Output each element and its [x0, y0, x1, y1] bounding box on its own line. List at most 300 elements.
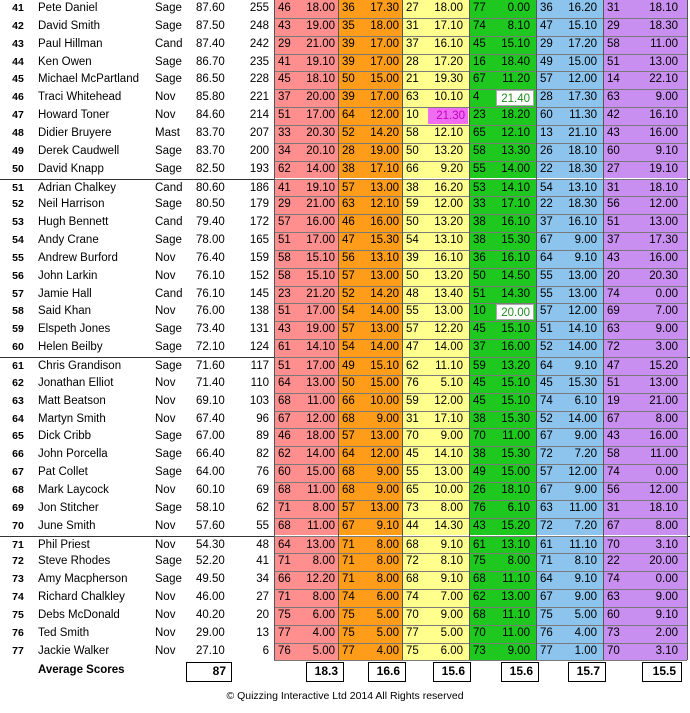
total-score: 76.10	[196, 287, 225, 300]
round-3-cell	[402, 286, 469, 304]
round-6-cell	[603, 196, 687, 214]
round-rank: 52	[342, 287, 355, 300]
round-time: 6.00	[376, 591, 399, 604]
round-4-cell	[469, 375, 536, 393]
round-5-cell	[536, 607, 603, 625]
table-row	[0, 54, 690, 72]
contestant-name: Phil Priest	[38, 538, 90, 551]
round-1-cell	[274, 54, 338, 72]
round-time: 16.10	[434, 37, 463, 50]
round-rank: 64	[278, 538, 291, 551]
total-score: 78.00	[196, 234, 225, 247]
round-4-cell	[469, 358, 536, 375]
round-rank: 68	[278, 519, 291, 532]
round-time: 3.10	[655, 644, 678, 657]
round-rank: 57	[342, 269, 355, 282]
round-rank: 50	[342, 376, 355, 389]
round-time: 12.00	[434, 394, 463, 407]
round-6-cell	[603, 125, 687, 143]
contestant-category: Nov	[155, 519, 176, 532]
round-2-cell	[338, 446, 402, 464]
round-5-cell	[536, 358, 603, 375]
round-3-cell	[402, 18, 469, 36]
round-6-cell	[603, 214, 687, 232]
round-rank: 29	[278, 37, 291, 50]
table-row	[0, 607, 690, 625]
round-6-cell	[603, 180, 687, 197]
grid-line	[274, 321, 687, 322]
round-rank: 76	[406, 376, 419, 389]
round-2-cell	[338, 0, 402, 18]
table-row	[0, 161, 690, 179]
round-time: 13.20	[434, 216, 463, 229]
round-time: 12.10	[501, 126, 530, 139]
round-rank: 43	[278, 19, 291, 32]
round-5-cell	[536, 214, 603, 232]
row-number: 51	[12, 181, 24, 194]
points: 221	[249, 91, 269, 104]
round-time: 21.10	[568, 126, 597, 139]
round-rank: 74	[473, 19, 486, 32]
round-6-cell	[603, 0, 687, 18]
grid-line	[274, 482, 687, 483]
round-time: 14.00	[568, 412, 597, 425]
round-time: 18.30	[649, 19, 678, 32]
round-3-cell	[402, 54, 469, 72]
round-4-cell	[469, 500, 536, 518]
round-2-cell	[338, 143, 402, 161]
round-rank: 75	[473, 555, 486, 568]
row-number: 46	[12, 91, 24, 104]
grid-line	[274, 536, 687, 537]
round-5-cell	[536, 393, 603, 411]
grid-line	[274, 446, 687, 447]
round-6-cell	[603, 464, 687, 482]
round-6-cell	[603, 36, 687, 54]
round-2-cell	[338, 18, 402, 36]
round-time: 13.00	[370, 269, 399, 282]
round-rank: 33	[473, 198, 486, 211]
round-rank: 63	[607, 91, 620, 104]
round-rank: 72	[540, 519, 553, 532]
round-rank: 72	[607, 341, 620, 354]
round-2-cell	[338, 500, 402, 518]
round-time: 11.00	[502, 430, 530, 443]
round-rank: 57	[342, 181, 355, 194]
round-time: 13.00	[306, 376, 335, 389]
round-time: 15.10	[306, 269, 335, 282]
row-number: 72	[12, 555, 24, 568]
round-time: 14.00	[370, 305, 399, 318]
round-rank: 54	[406, 234, 419, 247]
round-rank: 68	[342, 466, 355, 479]
round-rank: 55	[540, 287, 553, 300]
round-rank: 26	[473, 483, 486, 496]
round-6-cell	[603, 161, 687, 179]
round-time: 11.00	[502, 626, 530, 639]
contestant-name: Jackie Walker	[38, 644, 110, 657]
round-3-cell	[402, 339, 469, 357]
round-rank: 43	[278, 323, 291, 336]
round-rank: 76	[540, 626, 553, 639]
points: 159	[249, 251, 269, 264]
grid-line	[274, 518, 687, 519]
points: 110	[250, 376, 269, 389]
round-rank: 77	[473, 2, 486, 14]
round-1-cell	[274, 339, 338, 357]
round-time: 13.10	[501, 538, 530, 551]
round-time: 8.00	[376, 555, 399, 568]
round-rank: 68	[278, 394, 291, 407]
round-rank: 56	[607, 198, 620, 211]
round-rank: 67	[540, 234, 553, 247]
round-time: 18.10	[306, 73, 335, 86]
row-number: 62	[12, 376, 24, 389]
round-time: 12.00	[568, 305, 597, 318]
round-rank: 13	[540, 126, 553, 139]
contestant-category: Sage	[155, 501, 182, 514]
round-time: 16.00	[649, 430, 678, 443]
round-rank: 67	[540, 430, 553, 443]
round-5-cell	[536, 589, 603, 607]
round-time: 9.00	[376, 483, 399, 496]
round-rank: 76	[473, 501, 486, 514]
round-rank: 64	[540, 573, 553, 586]
round-rank: 51	[607, 376, 620, 389]
round-1-cell	[274, 107, 338, 125]
round-time: 12.10	[434, 126, 463, 139]
round-rank: 55	[540, 269, 553, 282]
column-separator	[469, 0, 470, 660]
total-score: 83.70	[196, 126, 225, 139]
points: 27	[256, 591, 269, 604]
round-time: 8.00	[312, 555, 335, 568]
round-5-cell	[536, 537, 603, 554]
round-time: 19.10	[306, 55, 335, 68]
total-score: 69.10	[196, 394, 225, 407]
round-time: 15.00	[370, 376, 399, 389]
round-1-cell	[274, 250, 338, 268]
column-separator	[402, 0, 403, 660]
round-time: 9.00	[376, 466, 399, 479]
round-2-cell	[338, 180, 402, 197]
round-time: 17.20	[568, 37, 597, 50]
round-6-cell	[603, 482, 687, 500]
round-5-cell	[536, 180, 603, 197]
round-2-cell	[338, 625, 402, 643]
round-time: 12.00	[306, 412, 335, 425]
round-rank: 75	[278, 608, 291, 621]
row-number: 53	[12, 216, 24, 229]
round-time: 16.00	[370, 216, 399, 229]
table-row	[0, 589, 690, 607]
total-score: 73.40	[196, 323, 225, 336]
round-rank: 61	[540, 538, 553, 551]
round-1-cell	[274, 358, 338, 375]
points: 13	[256, 626, 269, 639]
round-time: 18.30	[568, 162, 597, 175]
round-rank: 61	[473, 538, 486, 551]
round-time: 6.00	[312, 608, 335, 621]
round-rank: 57	[540, 73, 553, 86]
points: 48	[256, 538, 269, 551]
points: 207	[249, 126, 269, 139]
contestant-category: Sage	[155, 466, 182, 479]
round-rank: 57	[540, 466, 553, 479]
points: 242	[249, 37, 269, 50]
table-row	[0, 357, 690, 375]
round-5-cell	[536, 411, 603, 429]
round-1-cell	[274, 446, 338, 464]
round-time: 21.40	[501, 93, 530, 106]
contestant-category: Sage	[155, 341, 182, 354]
round-6-cell	[603, 54, 687, 72]
round-3-cell	[402, 571, 469, 589]
row-number: 65	[12, 430, 24, 443]
round-rank: 45	[473, 323, 486, 336]
round-time: 9.10	[440, 573, 463, 586]
round-2-cell	[338, 250, 402, 268]
round-rank: 63	[342, 198, 355, 211]
points: 96	[256, 412, 269, 425]
round-6-cell	[603, 589, 687, 607]
contestant-category: Nov	[155, 91, 176, 104]
round-time: 9.00	[574, 591, 597, 604]
round-4-cell	[469, 339, 536, 357]
round-rank: 58	[278, 269, 291, 282]
table-row	[0, 571, 690, 589]
round-3-cell	[402, 553, 469, 571]
round-time: 15.30	[501, 448, 530, 461]
round-time: 5.10	[440, 376, 463, 389]
round-2-cell	[338, 321, 402, 339]
round-4-cell	[469, 411, 536, 429]
table-row	[0, 500, 690, 518]
round-rank: 38	[473, 448, 486, 461]
table-row	[0, 553, 690, 571]
round-rank: 31	[406, 19, 419, 32]
round-3-cell	[402, 89, 469, 107]
contestant-name: Jon Stitcher	[38, 501, 99, 514]
round-rank: 66	[278, 573, 291, 586]
table-row	[0, 89, 690, 107]
highlighted-time	[496, 304, 534, 320]
round-time: 9.00	[655, 591, 678, 604]
contestant-name: Steve Rhodes	[38, 555, 111, 568]
round-time: 13.10	[370, 251, 399, 264]
round-rank: 41	[278, 55, 291, 68]
round-rank: 10	[473, 305, 486, 318]
round-time: 15.10	[501, 37, 530, 50]
round-3-cell	[402, 446, 469, 464]
round-3-cell	[402, 214, 469, 232]
round-time: 18.10	[649, 181, 678, 194]
contestant-name: Dick Cribb	[38, 430, 92, 443]
points: 165	[249, 234, 269, 247]
round-time: 12.20	[306, 573, 335, 586]
round-4-cell	[469, 446, 536, 464]
round-3-cell	[402, 125, 469, 143]
total-score: 80.50	[196, 198, 225, 211]
row-number: 61	[12, 360, 24, 372]
round-rank: 51	[607, 55, 620, 68]
round-rank: 70	[607, 644, 620, 657]
round-time: 0.00	[655, 287, 678, 300]
round-time: 3.00	[655, 341, 678, 354]
contestant-category: Sage	[155, 234, 182, 247]
round-time: 19.10	[649, 162, 678, 175]
round-rank: 23	[473, 109, 486, 122]
round-rank: 39	[342, 55, 355, 68]
round-rank: 63	[540, 501, 553, 514]
round-rank: 55	[406, 466, 419, 479]
round-time: 12.10	[370, 198, 399, 211]
row-number: 66	[12, 448, 24, 461]
points: 76	[256, 466, 269, 479]
round-3-cell	[402, 358, 469, 375]
round-rank: 71	[342, 555, 355, 568]
round-rank: 43	[607, 430, 620, 443]
total-score: 67.00	[196, 430, 225, 443]
round-time: 11.10	[502, 608, 530, 621]
round-time: 11.00	[650, 448, 678, 461]
round-rank: 62	[406, 360, 419, 372]
round-time: 12.00	[568, 73, 597, 86]
round-rank: 67	[473, 73, 486, 86]
round-2-cell	[338, 482, 402, 500]
grid-line	[274, 464, 687, 465]
table-row	[0, 214, 690, 232]
round-rank: 55	[406, 305, 419, 318]
contestant-name: Neil Harrison	[38, 198, 105, 211]
total-score: 86.70	[196, 55, 225, 68]
round-time: 13.00	[649, 55, 678, 68]
total-score: 85.80	[196, 91, 225, 104]
round-rank: 60	[278, 466, 291, 479]
round-time: 9.00	[440, 608, 463, 621]
round-time: 9.00	[440, 430, 463, 443]
round-rank: 62	[278, 162, 291, 175]
round-time: 20.10	[306, 144, 335, 157]
round-time: 7.00	[655, 305, 678, 318]
round-time: 15.00	[306, 466, 335, 479]
points: 172	[249, 216, 269, 229]
contestant-category: Nov	[155, 483, 176, 496]
round-5-cell	[536, 196, 603, 214]
points: 20	[256, 608, 269, 621]
contestant-category: Sage	[155, 360, 182, 372]
contestant-category: Sage	[155, 573, 182, 586]
round-rank: 62	[473, 591, 486, 604]
round-rank: 68	[342, 483, 355, 496]
round-time: 16.10	[649, 109, 678, 122]
round-time: 13.20	[501, 360, 530, 372]
round-time: 13.00	[501, 591, 530, 604]
round-rank: 31	[607, 181, 620, 194]
round-rank: 45	[278, 73, 291, 86]
round-rank: 67	[607, 519, 620, 532]
round-time: 12.00	[370, 109, 399, 122]
contestant-name: David Smith	[38, 19, 100, 32]
round-time: 14.30	[434, 519, 463, 532]
round-time: 8.00	[440, 501, 463, 514]
round-6-cell	[603, 553, 687, 571]
round-time: 18.10	[649, 2, 678, 14]
round-time: 14.10	[568, 323, 597, 336]
round-rank: 67	[607, 412, 620, 425]
round-rank: 73	[607, 626, 620, 639]
grid-line	[274, 214, 687, 215]
round-time: 13.00	[370, 323, 399, 336]
grid-line	[274, 571, 687, 572]
contestant-name: Debs McDonald	[38, 608, 120, 621]
round-3-cell	[402, 232, 469, 250]
round-time: 9.00	[655, 91, 678, 104]
row-number: 75	[12, 608, 24, 621]
contestant-name: Howard Toner	[38, 109, 110, 122]
round-5-cell	[536, 0, 603, 18]
round-time: 8.00	[507, 555, 530, 568]
contestant-category: Sage	[155, 555, 182, 568]
round-rank: 37	[607, 234, 620, 247]
highlighted-time	[428, 108, 468, 124]
total-score: 83.70	[196, 144, 225, 157]
round-rank: 50	[406, 216, 419, 229]
row-number: 55	[12, 251, 24, 264]
round-1-cell	[274, 232, 338, 250]
round-rank: 47	[406, 341, 419, 354]
round-3-cell	[402, 482, 469, 500]
round-time: 11.10	[569, 538, 597, 551]
round-time: 18.00	[306, 430, 335, 443]
round-time: 12.20	[434, 323, 463, 336]
round-2-cell	[338, 214, 402, 232]
grid-line	[274, 375, 687, 376]
round-4-cell	[469, 0, 536, 18]
row-number: 42	[12, 19, 24, 32]
round-rank: 75	[342, 608, 355, 621]
round-4-cell	[469, 571, 536, 589]
total-score: 49.50	[196, 573, 225, 586]
round-time: 19.00	[370, 144, 399, 157]
points: 89	[256, 430, 269, 443]
contestant-category: Sage	[155, 2, 182, 14]
round-rank: 66	[342, 394, 355, 407]
grid-line	[274, 89, 687, 90]
round-rank: 56	[342, 251, 355, 264]
round-4-cell	[469, 607, 536, 625]
round-rank: 71	[278, 591, 291, 604]
round-rank: 74	[607, 573, 620, 586]
row-number: 73	[12, 573, 24, 586]
round-time: 16.10	[568, 216, 597, 229]
round-time: 15.10	[568, 19, 597, 32]
table-row	[0, 179, 690, 197]
round-5-cell	[536, 250, 603, 268]
total-score: 67.40	[196, 412, 225, 425]
round-time: 20.30	[306, 126, 335, 139]
round-time: 16.10	[434, 251, 463, 264]
round-rank: 45	[473, 37, 486, 50]
contestant-name: Jonathan Elliot	[38, 376, 114, 389]
round-6-cell	[603, 393, 687, 411]
round-rank: 29	[540, 37, 553, 50]
round-3-cell	[402, 464, 469, 482]
round-1-cell	[274, 303, 338, 321]
contestant-name: Jamie Hall	[38, 287, 92, 300]
round-time: 8.10	[440, 555, 463, 568]
round-rank: 39	[406, 251, 419, 264]
